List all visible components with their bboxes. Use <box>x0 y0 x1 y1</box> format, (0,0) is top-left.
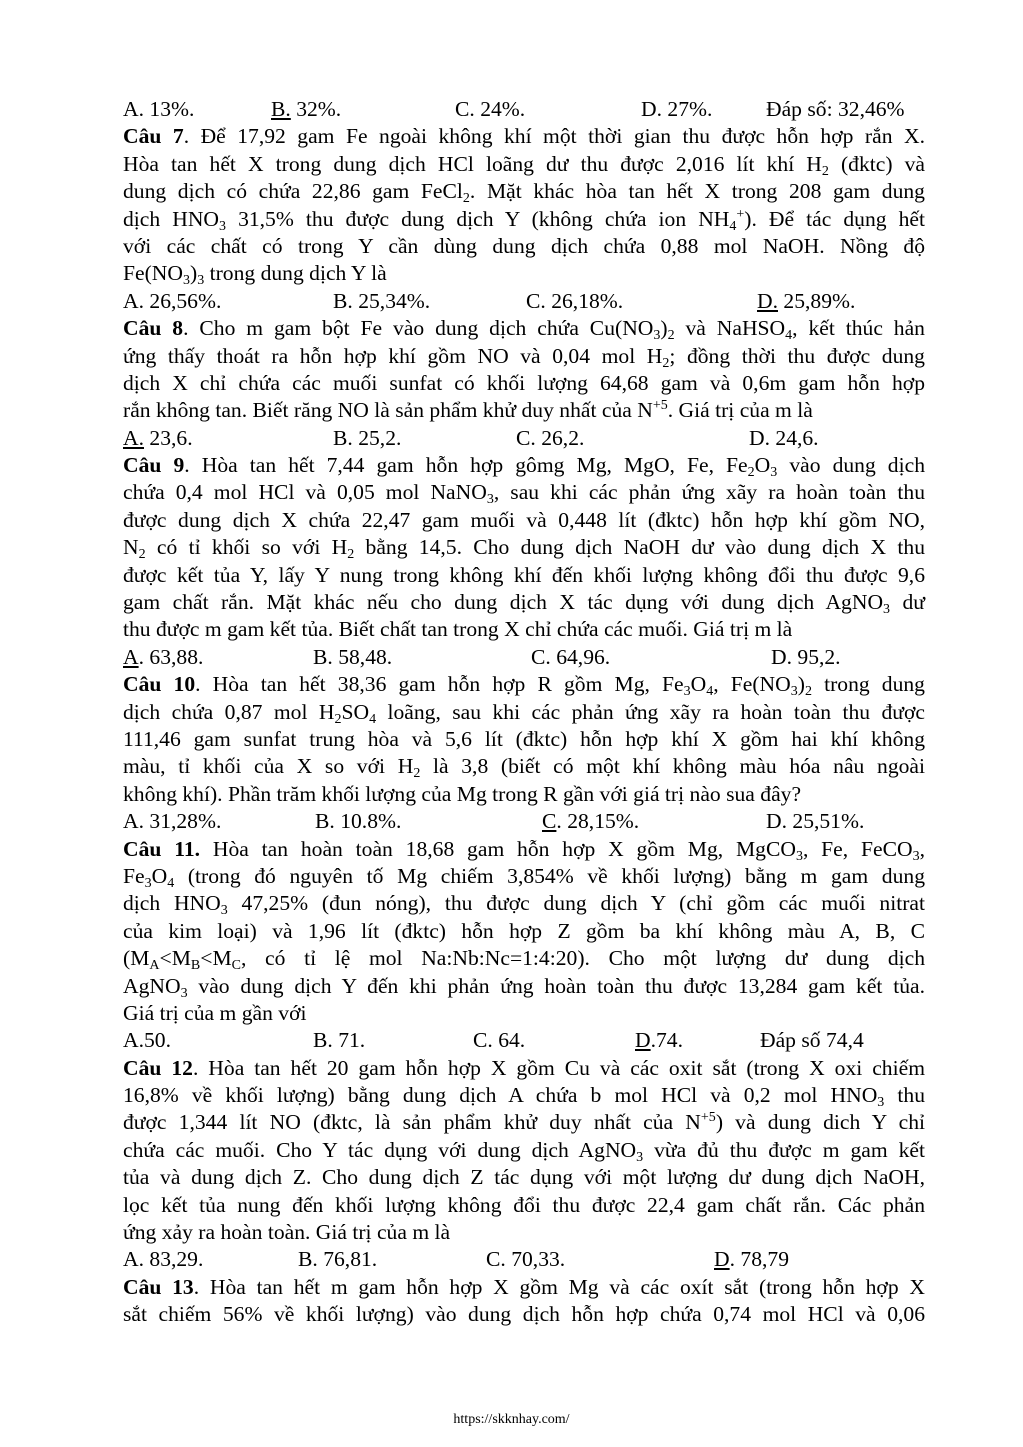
q10-option-d: D. 25,51%. <box>766 809 865 834</box>
q8-line-4: rắn không tan. Biết răng NO là sản phẩm khử duy nhất của $N^{+5}$. Giá trị của m là <box>123 398 813 423</box>
q6-options <box>123 96 925 123</box>
q9-option-d: D. 95,2. <box>771 644 841 669</box>
q11-label: Câu 11. <box>123 836 201 861</box>
q11-options <box>123 1027 925 1054</box>
q11-option-b: B. 71. <box>313 1028 366 1053</box>
q12-line-7: ứng xảy ra hoàn toàn. Giá trị của m là <box>123 1220 451 1245</box>
q10-options <box>123 808 925 835</box>
q9-line-2: chứa 0,4 mol HCl và 0,05 mol NaNO$_3$, sau khi các phản ứng xãy ra hoàn toàn thu <box>123 480 925 508</box>
q10-line-2: dịch chứa 0,87 mol $H_2SO_4$ loãng, sau khi các phản ứng xãy ra hoàn toàn thu được <box>123 699 925 727</box>
q8-option-a: A. 23,6. <box>123 425 193 450</box>
q12-option-b: B. 76,81. <box>298 1247 378 1272</box>
q9-line-3: được dung dịch X chứa 22,47 gam muối và 0,448 lít (đktc) hỗn hợp khí gồm NO, <box>123 507 925 532</box>
q6-answer: Đáp số: 32,46% <box>766 97 905 121</box>
q11-option-d: D.74. <box>635 1028 683 1053</box>
q12-option-c: C. 70,33. <box>486 1247 566 1272</box>
q7-line-2: Hòa tan hết X trong dung dịch HCl loãng dư thu được 2,016 lít khí $H_2$ (đktc) và <box>123 151 925 179</box>
q11-line-2: $Fe_3O_4$ (trong đó nguyên tố Mg chiếm 3,854% về khối lượng) bằng m gam dung <box>123 863 925 891</box>
q8-option-b: B. 25,2. <box>333 425 402 450</box>
q8-option-d: D. 24,6. <box>749 425 819 450</box>
q10-option-b: B. 10.8%. <box>315 809 402 834</box>
q12-line-4: chứa các muối. Cho Y tác dụng với dung dịch AgNO$_3$ vừa đủ thu được m gam kết <box>123 1137 925 1165</box>
q11-option-a: A.50. <box>123 1028 171 1053</box>
q8-line-1: Câu 8. Cho m gam bột Fe vào dung dịch chứa $Cu(NO_3)_2$ và NaHSO$_4$, kết thúc hản <box>123 316 925 344</box>
q9-option-b: B. 58,48. <box>313 644 393 669</box>
q9-options <box>123 644 925 671</box>
q11-line-3: dịch $HNO_3$ 47,25% (đun nóng), thu được dung dịch Y (chỉ gồm các muối nitrat <box>123 891 925 919</box>
q7-label: Câu 7 <box>123 124 184 149</box>
q7-option-c: C. 26,18%. <box>526 288 624 313</box>
q13-label: Câu 13 <box>123 1274 194 1299</box>
q6-option-d: D. 27%. <box>641 97 713 121</box>
q7-line-1: Câu 7. Để 17,92 gam Fe ngoài không khí một thời gian thu được hỗn hợp rắn X. <box>123 124 925 149</box>
q7-options <box>123 288 925 315</box>
q11-answer: Đáp số 74,4 <box>760 1028 864 1053</box>
q12-option-d: D. 78,79 <box>714 1247 789 1272</box>
q13-line-1: Câu 13. Hòa tan hết m gam hỗn hợp X gồm Mg và các oxít sắt (trong hỗn hợp X <box>123 1274 925 1299</box>
document-page <box>123 96 925 1329</box>
q11-line-6: AgNO$_3$ vào dung dịch Y đến khi phản ứng hoàn toàn thu được 13,284 gam kết tủa. <box>123 973 925 1001</box>
q8-options <box>123 425 925 452</box>
q7-option-b: B. 25,34%. <box>333 288 431 313</box>
q9-line-1: Câu 9. Hòa tan hết 7,44 gam hỗn hợp gômg Mg, MgO, Fe, $Fe_2O_3$ vào dung dịch <box>123 453 925 481</box>
q11-line-1: Câu 11. Hòa tan hoàn toàn 18,68 gam hỗn hợp X gồm Mg, MgCO$_3$, Fe, FeCO$_3$, <box>123 836 925 864</box>
q10-line-1: Câu 10. Hòa tan hết 38,36 gam hỗn hợp R gồm Mg, $Fe_3O_4$, $Fe(NO_3)_2$ trong dung <box>123 672 925 700</box>
q7-line-3: dung dịch có chứa 22,86 gam FeCl$_2$. Mặt khác hòa tan hết X trong 208 gam dung <box>123 179 925 207</box>
q7-option-a: A. 26,56%. <box>123 288 222 313</box>
q11-line-4: của kim loại) và 1,96 lít (đktc) hỗn hợp Z gồm ba khí không màu A, B, C <box>123 918 925 943</box>
q7-option-d: D. 25,89%. <box>757 288 856 313</box>
q7-line-5: với các chất có trong Y cần dùng dung dịch chứa 0,88 mol NaOH. Nồng độ <box>123 233 925 258</box>
q11-option-c: C. 64. <box>473 1028 526 1053</box>
q9-line-4: $N_2$ có tỉ khối so với $H_2$ bằng 14,5. Cho dung dịch NaOH dư vào dung dịch X thu <box>123 535 925 563</box>
q8-line-3: dịch X chỉ chứa các muối sunfat có khối lượng 64,68 gam và 0,6m gam hỗn hợp <box>123 370 925 395</box>
q9-option-c: C. 64,96. <box>531 644 611 669</box>
q9-option-a: A. 63,88. <box>123 644 204 669</box>
q13-line-2: sắt chiếm 56% về khối lượng) vào dung dịch hỗn hợp chứa 0,74 mol HCl và 0,06 <box>123 1302 925 1327</box>
q12-line-5: tủa và dung dịch Z. Cho dung dịch Z tác dụng với một lượng dư dung dịch NaOH, <box>123 1165 925 1190</box>
q12-line-1: Câu 12. Hòa tan hết 20 gam hỗn hợp X gồm Cu và các oxit sắt (trong X oxi chiếm <box>123 1055 925 1080</box>
q7-line-6: $Fe(NO_3)_3$ trong dung dịch Y là <box>123 261 387 289</box>
q9-line-5: được kết tủa Y, lấy Y nung trong không khí đến khối lượng không đổi thu được 9,6 <box>123 562 925 587</box>
q10-option-a: A. 31,28%. <box>123 809 222 834</box>
q6-option-c: C. 24%. <box>455 97 526 121</box>
q12-options <box>123 1246 925 1273</box>
q12-option-a: A. 83,29. <box>123 1247 204 1272</box>
q12-line-6: lọc kết tủa nung đến khối lượng không đổi thu được 22,4 gam chất rắn. Các phản <box>123 1192 925 1217</box>
q10-label: Câu 10 <box>123 672 196 697</box>
q9-line-6: gam chất rắn. Mặt khác nếu cho dung dịch X tác dụng với dung dịch AgNO$_3$ dư <box>123 590 925 618</box>
q8-line-2: ứng thấy thoát ra hỗn hợp khí gồm NO và 0,04 mol $H_2$; đồng thời thu được dung <box>123 343 925 371</box>
q6-option-a: A. 13%. <box>123 97 195 121</box>
q11-line-7: Giá trị của m gần với <box>123 1000 307 1025</box>
q7-line-4: dịch $HNO_3$ 31,5% thu được dung dịch Y (không chứa ion $NH_4^+$). Để tác dụng hết <box>123 206 926 234</box>
q6-option-b: B. 32%. <box>271 97 342 121</box>
q9-label: Câu 9 <box>123 453 185 478</box>
q12-line-3: được 1,344 lít NO (đktc, là sản phẩm khử duy nhất của $N^{+5}$) và dung dich Y chỉ <box>123 1110 925 1135</box>
q9-line-7: thu được m gam kết tủa. Biết chất tan trong X chỉ chứa các muối. Giá trị m là <box>123 617 793 642</box>
q12-label: Câu 12 <box>123 1055 193 1080</box>
footer-url[interactable]: https://skknhay.com/ <box>453 1412 570 1427</box>
q10-option-c: C. 28,15%. <box>542 809 640 834</box>
q12-line-2: 16,8% về khối lượng) bằng dung dịch A chứa b mol HCl và 0,2 mol $HNO_3$ thu <box>123 1083 925 1111</box>
q8-option-c: C. 26,2. <box>516 425 585 450</box>
q10-line-5: không khí). Phần trăm khối lượng của Mg trong R gần với giá trị nào sua đây? <box>123 781 802 806</box>
q8-label: Câu 8 <box>123 316 184 341</box>
q10-line-3: 111,46 gam sunfat trung hòa và 5,6 lít (đktc) hỗn hợp khí X gồm hai khí không <box>123 726 925 751</box>
q11-line-5: ($M_A<M_B<M_C$, có tỉ lệ mol Na:Nb:Nc=1:4:20). Cho một lượng dư dung dịch <box>123 946 925 974</box>
q10-line-4: màu, tỉ khối của X so với $H_2$ là 3,8 (biết có một khí không màu hóa nâu ngoài <box>123 754 926 782</box>
